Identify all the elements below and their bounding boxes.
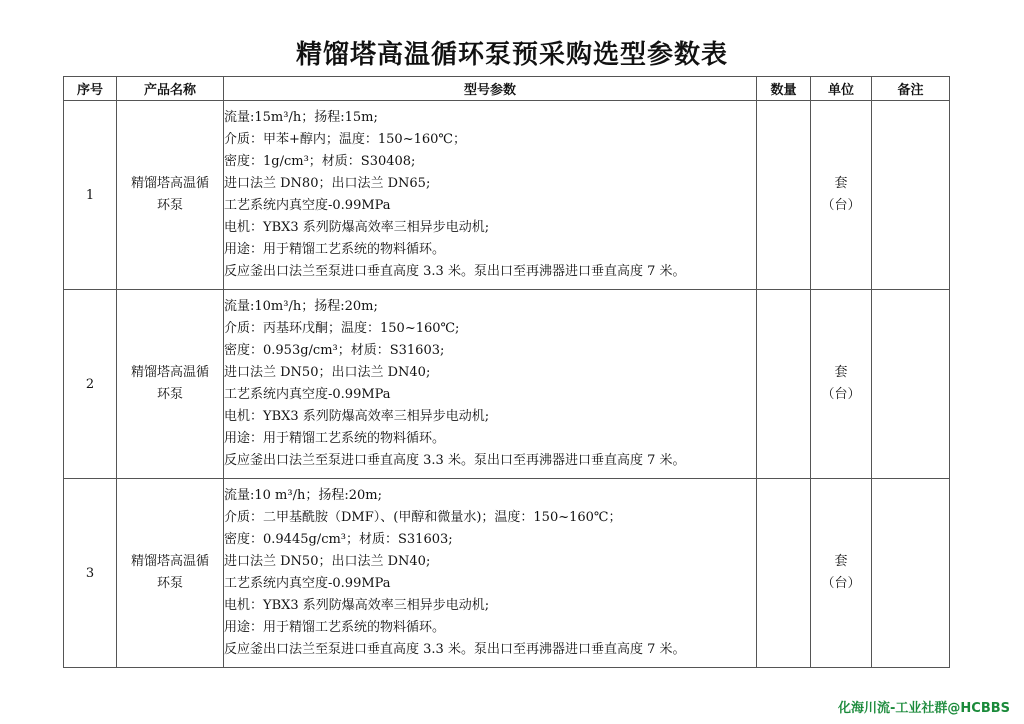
spec-line: 工艺系统内真空度-0.99MPa	[224, 387, 391, 402]
spec-line: 进口法兰 DN80；出口法兰 DN65;	[224, 175, 431, 191]
header-no: 序号	[64, 77, 117, 101]
product-name	[117, 479, 224, 668]
remark-cell	[872, 101, 950, 290]
unit-cell	[811, 101, 872, 290]
table-row	[64, 101, 950, 290]
spec-line: 用途：用于精馏工艺系统的物料循环。	[224, 431, 446, 447]
product-name-line: 精馏塔高温循	[130, 176, 209, 191]
page-title: 精馏塔高温循环泵预采购选型参数表	[295, 40, 728, 70]
spec-table	[63, 76, 950, 668]
header-unit: 单位	[811, 77, 872, 101]
spec-line: 流量:15m³/h；扬程:15m;	[224, 109, 378, 125]
quantity-cell	[757, 290, 811, 479]
row-no: 1	[64, 101, 117, 290]
product-name	[117, 290, 224, 479]
spec-params	[224, 101, 757, 290]
table-header-row	[64, 77, 950, 101]
quantity-cell	[757, 101, 811, 290]
header-name: 产品名称	[117, 77, 224, 101]
spec-line: 电机：YBX3 系列防爆高效率三相异步电动机;	[224, 409, 490, 425]
spec-line: 密度：1g/cm³；材质：S30408;	[224, 153, 416, 169]
product-name	[117, 101, 224, 290]
watermark: 化海川流-工业社群@HCBBS	[838, 701, 1010, 716]
spec-line: 密度：0.953g/cm³；材质：S31603;	[224, 342, 445, 358]
unit-line: （台）	[821, 387, 861, 402]
header-qty: 数量	[757, 77, 811, 101]
spec-line: 工艺系统内真空度-0.99MPa	[224, 198, 391, 213]
unit-line: 套	[834, 176, 848, 191]
spec-line: 流量:10m³/h；扬程:20m;	[224, 298, 378, 314]
remark-cell	[872, 479, 950, 668]
spec-line: 工艺系统内真空度-0.99MPa	[224, 576, 391, 591]
spec-line: 电机：YBX3 系列防爆高效率三相异步电动机;	[224, 220, 490, 236]
spec-line: 反应釜出口法兰至泵进口垂直高度 3.3 米。泵出口至再沸器进口垂直高度 7 米。	[224, 642, 686, 658]
unit-line: （台）	[821, 198, 861, 213]
spec-line: 流量:10 m³/h；扬程:20m;	[224, 487, 382, 503]
table-row	[64, 290, 950, 479]
unit-line: 套	[834, 365, 848, 380]
unit-line: 套	[834, 554, 848, 569]
header-remark: 备注	[872, 77, 950, 101]
spec-line: 电机：YBX3 系列防爆高效率三相异步电动机;	[224, 598, 490, 614]
header-spec: 型号参数	[224, 77, 757, 101]
spec-params	[224, 479, 757, 668]
spec-line: 介质：二甲基酰胺（DMF）、(甲醇和微量水)；温度：150~160℃；	[224, 509, 622, 525]
product-name-line: 精馏塔高温循	[130, 554, 209, 569]
spec-line: 介质：甲苯+醇内；温度：150~160℃；	[224, 131, 466, 147]
row-no: 3	[64, 479, 117, 668]
spec-line: 进口法兰 DN50；出口法兰 DN40;	[224, 364, 431, 380]
product-name-line: 环泵	[156, 198, 183, 213]
spec-line: 用途：用于精馏工艺系统的物料循环。	[224, 620, 446, 636]
remark-cell	[872, 290, 950, 479]
unit-line: （台）	[821, 576, 861, 591]
product-name-line: 环泵	[156, 387, 183, 402]
unit-cell	[811, 479, 872, 668]
spec-line: 用途：用于精馏工艺系统的物料循环。	[224, 242, 446, 258]
spec-line: 反应釜出口法兰至泵进口垂直高度 3.3 米。泵出口至再沸器进口垂直高度 7 米。	[224, 264, 686, 280]
spec-line: 介质：丙基环戊酮；温度：150~160℃;	[224, 320, 460, 336]
spec-line: 密度：0.9445g/cm³；材质：S31603;	[224, 531, 453, 547]
unit-cell	[811, 290, 872, 479]
spec-line: 反应釜出口法兰至泵进口垂直高度 3.3 米。泵出口至再沸器进口垂直高度 7 米。	[224, 453, 686, 469]
spec-params	[224, 290, 757, 479]
table-row	[64, 479, 950, 668]
spec-line: 进口法兰 DN50；出口法兰 DN40;	[224, 553, 431, 569]
row-no: 2	[64, 290, 117, 479]
product-name-line: 精馏塔高温循	[130, 365, 209, 380]
quantity-cell	[757, 479, 811, 668]
product-name-line: 环泵	[156, 576, 183, 591]
